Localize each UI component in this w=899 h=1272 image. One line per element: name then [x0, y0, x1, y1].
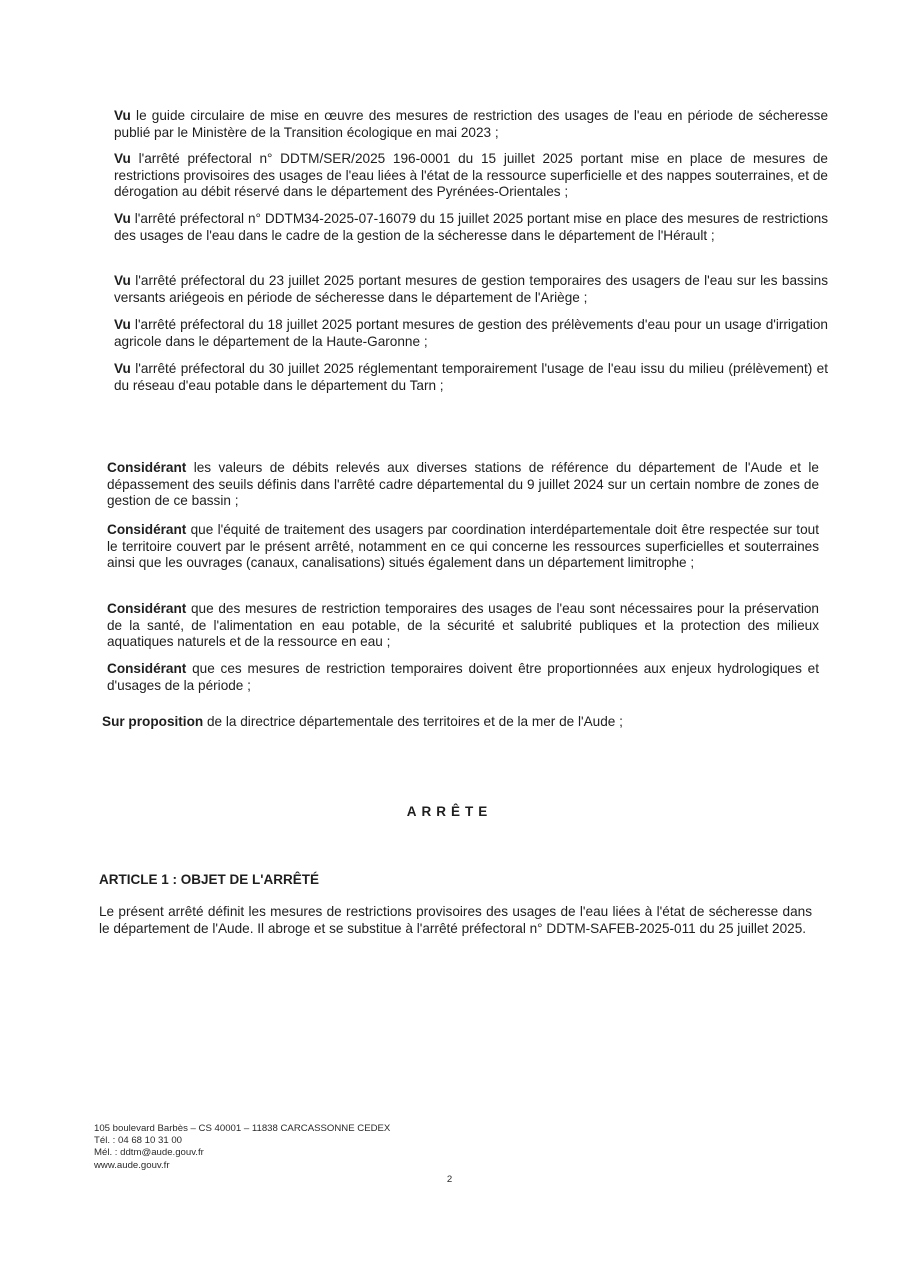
vu-lead: Vu — [114, 273, 131, 288]
proposition-text: de la directrice départementale des territoires et de la mer de l'Aude ; — [203, 714, 623, 729]
vu-text: l'arrêté préfectoral du 18 juillet 2025 portant mesures de gestion des prélèvements d'eau pour un usage d'irrigation agricole dans le département de la Haute-Garonne ; — [114, 317, 828, 349]
vu-lead: Vu — [114, 317, 131, 332]
vu-lead: Vu — [114, 361, 131, 376]
footer-address: 105 boulevard Barbès – CS 40001 – 11838 CARCASSONNE CEDEX — [94, 1123, 391, 1134]
article-1-title: ARTICLE 1 : OBJET DE L'ARRÊTÉ — [99, 872, 319, 887]
arrete-title: ARRÊTE — [406, 804, 493, 819]
considerant-lead: Considérant — [107, 522, 187, 537]
vu-text: l'arrêté préfectoral du 30 juillet 2025 réglementant temporairement l'usage de l'eau issu du milieu (prélèvement) et du réseau d'eau potable dans le département du Tarn ; — [114, 361, 828, 393]
vu-lead: Vu — [114, 108, 131, 123]
footer-website: www.aude.gouv.fr — [94, 1159, 170, 1171]
vu-paragraph — [114, 108, 828, 141]
vu-text: le guide circulaire de mise en œuvre des mesures de restriction des usages de l'eau en période de sécheresse publié par le Ministère de la Transition écologique en mai 2023 ; — [114, 108, 828, 140]
vu-text: l'arrêté préfectoral n° DDTM34-2025-07-16079 du 15 juillet 2025 portant mise en place des mesures de restrictions des usages de l'eau dans le cadre de la gestion de la sécheresse dans le département de l'Hérault ; — [114, 211, 828, 243]
considerant-lead: Considérant — [107, 601, 187, 616]
considerant-text: que l'équité de traitement des usagers par coordination interdépartementale doit être respectée sur tout le territoire couvert par le présent arrêté, notamment en ce qui concerne les ressources superficielles et souterraines ainsi que les ouvrages (canaux, canalisations) situés également dans un département limitrophe ; — [107, 522, 819, 571]
considerant-lead: Considérant — [107, 460, 187, 475]
footer-email: Mél. : ddtm@aude.gouv.fr — [94, 1147, 204, 1159]
vu-paragraph — [114, 273, 828, 306]
vu-lead: Vu — [114, 211, 131, 226]
proposition-lead: Sur proposition — [102, 714, 204, 729]
page-number: 2 — [446, 1174, 453, 1185]
proposition-paragraph — [102, 714, 822, 731]
considerant-paragraph — [107, 601, 819, 651]
vu-paragraph — [114, 317, 828, 350]
article-1-body: Le présent arrêté définit les mesures de restrictions provisoires des usages de l'eau liées à l'état de sécheresse dans le département de l'Aude. Il abroge et se substitue à l'arrêté préfectoral n° DDTM-SAFEB-2025-011 du 25 juillet 2025. — [99, 904, 812, 936]
considerant-paragraph — [107, 460, 819, 510]
vu-paragraph — [114, 151, 828, 201]
considerant-text: que des mesures de restriction temporaires des usages de l'eau sont nécessaires pour la préservation de la santé, de l'alimentation en eau potable, de la sécurité et salubrité publiques et la protection des milieux aquatiques naturels et de la ressource en eau ; — [107, 601, 819, 650]
footer-contact — [94, 1123, 390, 1172]
considerant-text: que ces mesures de restriction temporaires doivent être proportionnées aux enjeux hydrologiques et d'usages de la période ; — [107, 661, 819, 693]
considerant-paragraph — [107, 661, 819, 694]
considerant-paragraph — [107, 522, 819, 572]
vu-paragraph — [114, 361, 828, 394]
vu-text: l'arrêté préfectoral du 23 juillet 2025 portant mesures de gestion temporaires des usagers de l'eau sur les bassins versants ariégeois en période de sécheresse dans le département de l'Ariège ; — [114, 273, 828, 305]
vu-paragraph — [114, 211, 828, 244]
vu-text: l'arrêté préfectoral n° DDTM/SER/2025 196-0001 du 15 juillet 2025 portant mise en place de mesures de restrictions provisoires des usages de l'eau liées à l'état de la ressource superficielle et des nappes souterraines, et de dérogation au débit réservé dans le département des Pyrénées-Orientales ; — [114, 151, 828, 200]
considerant-lead: Considérant — [107, 661, 187, 676]
considerant-text: les valeurs de débits relevés aux diverses stations de référence du département de l'Aude et le dépassement des seuils définis dans l'arrêté cadre départemental du 9 juillet 2024 sur un certain nombre de zones de gestion de ce bassin ; — [107, 460, 819, 509]
footer-phone: Tél. : 04 68 10 31 00 — [94, 1135, 183, 1147]
vu-lead: Vu — [114, 151, 131, 166]
